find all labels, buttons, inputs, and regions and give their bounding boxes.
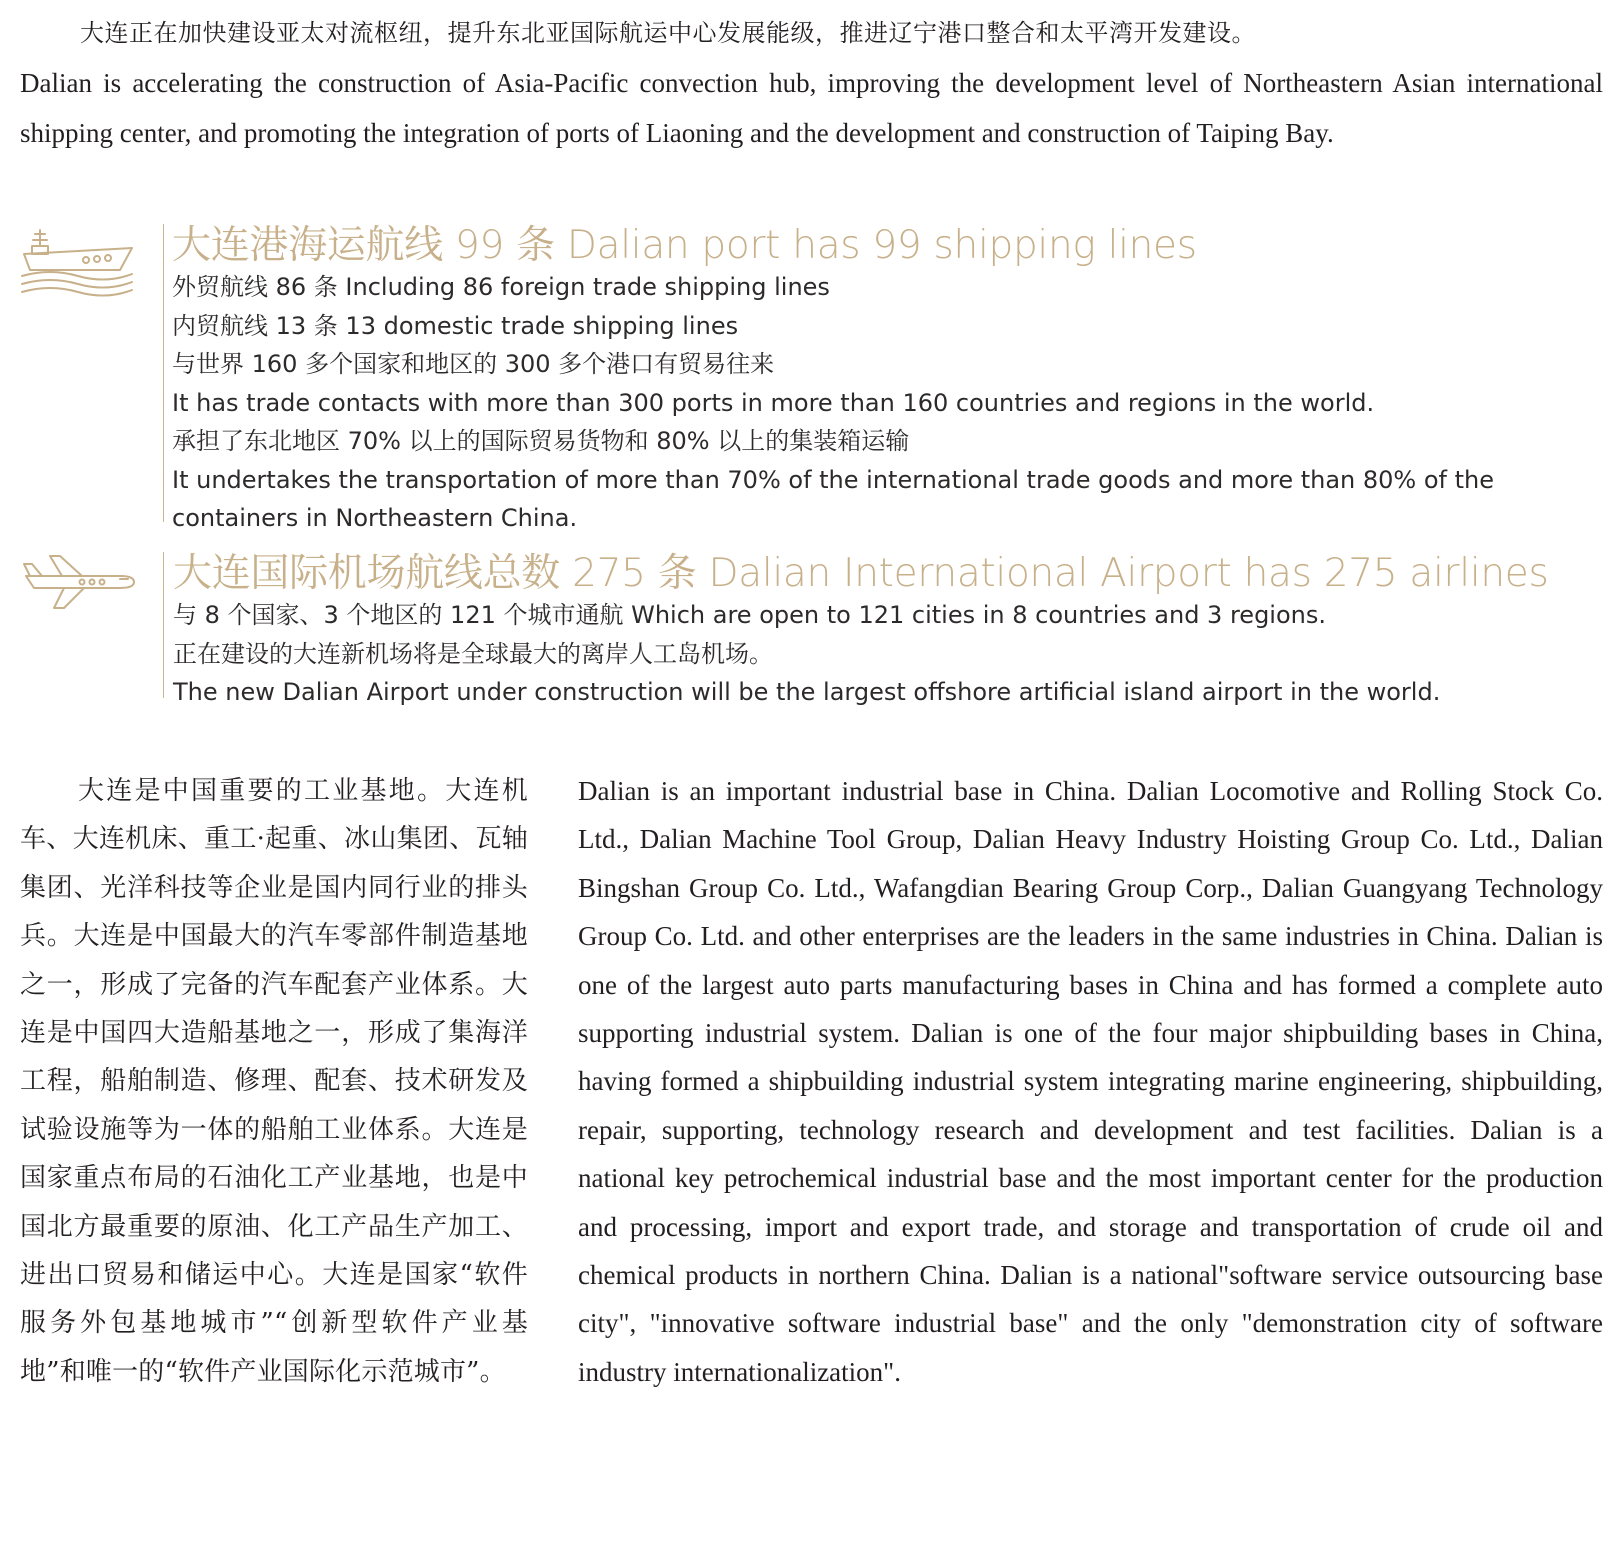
airport-line-new-zh: 正在建设的大连新机场将是全球最大的离岸人工岛机场。 [173,639,773,668]
port-heading: 大连港海运航线 99 条 Dalian port has 99 shipping lines [172,223,1197,268]
airport-stat-body [173,552,1600,712]
port-divider [163,224,164,522]
industry-chinese-column: 大连是中国重要的工业基地。大连机车、大连机床、重工·起重、冰山集团、瓦轴集团、光洋科技等企业是国内同行业的排头兵。大连是中国最大的汽车零部件制造基地之一，形成了完备的汽车配套产业体系。大连是中国四大造船基地之一，形成了集海洋工程，船舶制造、修理、配套、技术研发及试验设施等为一体的船舶工业体系。大连是国家重点布局的石油化工产业基地，也是中国北方最重要的原油、化工产品生产加工、进出口贸易和储运中心。大连是国家“软件服务外包基地城市”“创新型软件产业基地”和唯一的“软件产业国际化示范城市”。 [20,776,528,1387]
port-line-domestic: 内贸航线 13 条 13 domestic trade shipping lines [172,311,739,340]
airport-line-routes: 与 8 个国家、3 个地区的 121 个城市通航 Which are open to 121 cities in 8 countries and 3 regions. [173,601,1326,629]
intro-chinese-text: 大连正在加快建设亚太对流枢纽，提升东北亚国际航运中心发展能级，推进辽宁港口整合和太平湾开发建设。 [80,19,1256,47]
port-line-trade-en: It has trade contacts with more than 300 ports in more than 160 countries and regions in the world. [172,388,1375,417]
airport-stat-block [20,551,1600,706]
airplane-icon [20,552,142,632]
port-line-share-en: It undertakes the transportation of more than 70% of the international trade goods and more than 80% of the containers in Northeastern China. [172,465,1495,532]
airport-heading: 大连国际机场航线总数 275 条 Dalian International Airport has 275 airlines [173,551,1549,596]
airport-line-new-en: The new Dalian Airport under construction will be the largest offshore artificial island airport in the world. [173,678,1441,706]
port-line-trade-zh: 与世界 160 多个国家和地区的 300 多个港口有贸易往来 [172,350,775,378]
port-line-foreign: 外贸航线 86 条 Including 86 foreign trade shipping lines [172,273,830,301]
intro-english-text: Dalian is accelerating the construction of Asia-Pacific convection hub, improving the development level of Northeastern Asian international shipping center, and promoting the integration of ports of Liaoning and the development and construction of Taiping Bay. [20,68,1603,148]
intro-paragraph [20,8,1603,158]
port-line-share-zh: 承担了东北地区 70% 以上的国际贸易货物和 80% 以上的集装箱运输 [172,427,910,455]
port-stat-block [20,223,1600,532]
ship-icon [20,224,142,304]
industry-english-column: Dalian is an important industrial base in China. Dalian Locomotive and Rolling Stock Co. Ltd., Dalian Machine Tool Group, Dalian Heavy Industry Hoisting Group Co. Ltd., Dalian Bingshan Group Co. Ltd., Wafangdian Bearing Group Corp., Dalian Guangyang Technology Group Co. Ltd. and other enterprises are the leaders in the same industries in China. Dalian is one of the largest auto parts manufacturing bases in China and has formed a complete auto supporting industrial system. Dalian is one of the four major shipbuilding bases in China, having formed a shipbuilding industrial system integrating marine engineering, shipbuilding, repair, supporting, technology research and development and test facilities. Dalian is a national key petrochemical industrial base and the most important center for the production and processing, import and export trade, and storage and transportation of crude oil and chemical products in northern China. Dalian is a national"software service outsourcing base city", "innovative software industrial base" and the only "demonstration city of software industry internationalization". [578,776,1603,1387]
airport-divider [163,552,164,698]
port-stat-body [172,224,1600,538]
